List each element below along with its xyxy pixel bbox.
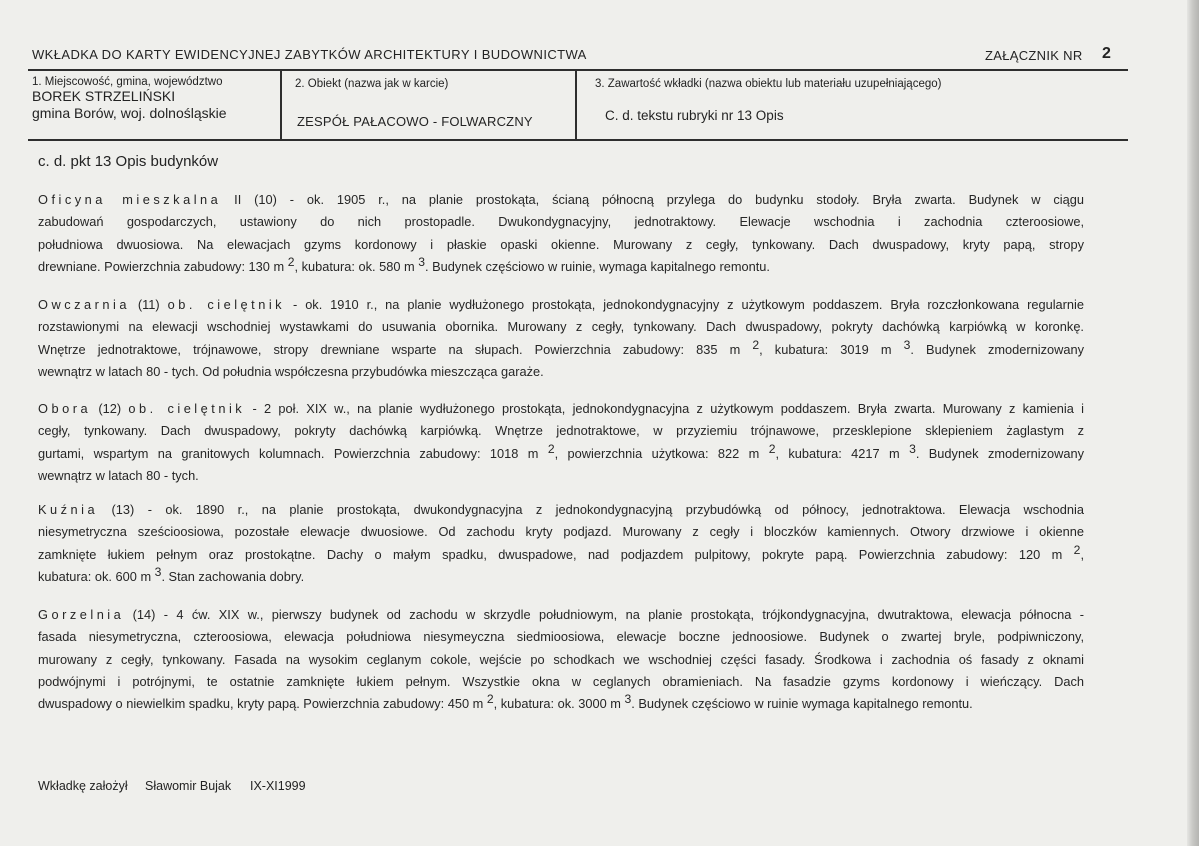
text-run: gurtami, wspartym na granitowych kolumnach. Powierzchnia zabudowy: 1018 m (38, 445, 548, 461)
text-run: , kubatura: ok. 3000 m (493, 696, 625, 712)
text-run: - ok. 1910 r., na planie wydłużonego prostokąta, jednokondygnacyjny z użytkowym poddaszem. Bryła rozczłonkowana regularnie (285, 297, 1085, 312)
building-name: Oficyna mieszkalna (38, 192, 222, 207)
field-divider (280, 70, 282, 140)
text-line (38, 420, 1084, 442)
unit-exponent: 2 (1073, 542, 1081, 557)
text-line (38, 294, 1084, 316)
text-run: cegły, tynkowany. Dach dwuspadowy, pokryty dachówką karpiówką. Wnętrze jednotraktowe, w przyziemiu trójnawowe, przesklepione sklepieniem żaglastym z (38, 423, 1084, 439)
text-line (38, 544, 1084, 566)
building-description (38, 604, 1084, 715)
text-run: podwójnymi i potrójnymi, te ostatnie zamknięte łukiem pełnym. Wszystkie okna w ceglanych obramieniach. Na fasadzie gzyms kordonowy i wieńczący. Dach (38, 673, 1084, 689)
header-top-rule (28, 69, 1128, 71)
text-run: . Budynek zmodernizowany (910, 341, 1084, 357)
text-line (38, 693, 1084, 715)
text-run: murowany z cegły, tynkowany. Fasada na wysokim ceglanym cokole, wejście po schodkach we wschodniej części fasady. Środkowa i zachodnia oś fasady z oknami (38, 651, 1084, 667)
text-run: - 2 poł. XIX w., na planie wydłużonego prostokąta, jednokondygnacyjna z użytkowym poddaszem. Bryła zwarta. Murowany z kamienia i (245, 401, 1085, 416)
building-name: Obora (38, 401, 92, 416)
text-run: . Budynek częściowo w ruinie wymaga kapitalnego remontu. (631, 696, 973, 712)
footer-label: Wkładkę założył (38, 779, 128, 793)
text-line (38, 521, 1084, 543)
attachment-number: 2 (1102, 45, 1111, 62)
unit-exponent: 3 (418, 254, 425, 269)
contents-value: C. d. tekstu rubryki nr 13 Opis (605, 108, 784, 123)
unit-exponent: 2 (486, 692, 494, 707)
text-run: wewnątrz w latach 80 - tych. Od południa współczesna przybudówka mieszcząca garaże. (38, 363, 544, 379)
text-run: . Budynek zmodernizowany (915, 445, 1084, 461)
scan-edge (1187, 0, 1199, 846)
unit-exponent: 2 (768, 441, 776, 456)
text-run: , (1080, 546, 1084, 562)
text-line (38, 649, 1084, 671)
building-name: Kuźnia (38, 502, 99, 517)
text-run: II (10) - ok. 1905 r., na planie prostokąta, ścianą północną przylega do budynku stodoły. Bryła zwarta. Budynek w ciągu (221, 192, 1085, 207)
text-run: , kubatura: ok. 580 m (294, 258, 419, 274)
unit-exponent: 2 (547, 441, 555, 456)
section-heading: c. d. pkt 13 Opis budynków (38, 153, 219, 170)
text-run: zabudowań gospodarczych, ustawiony do nich prostopadle. Dwukondygnacyjny, jednotraktowy. Elewacje wschodnia i zachodnia czteroosiowe, (38, 214, 1084, 230)
contents-field-label: 3. Zawartość wkładki (nazwa obiektu lub materiału uzupełniającego) (595, 78, 942, 90)
text-run: , powierzchnia użytkowa: 822 m (554, 445, 769, 461)
footer-date: IX-XI1999 (250, 779, 306, 793)
building-description (38, 398, 1084, 487)
text-line (38, 398, 1084, 420)
building-description (38, 294, 1084, 383)
field-divider (575, 70, 577, 140)
text-line (38, 234, 1084, 256)
unit-exponent: 3 (154, 564, 162, 579)
object-name: ZESPÓŁ PAŁACOWO - FOLWARCZNY (297, 114, 533, 129)
text-line (38, 211, 1084, 233)
text-line (38, 465, 1084, 487)
text-line (38, 626, 1084, 648)
object-field-label: 2. Obiekt (nazwa jak w karcie) (295, 78, 449, 90)
text-line (38, 443, 1084, 465)
text-run: rozstawionymi na elewacji wschodniej wystawkami do usuwania obornika. Murowany z cegły, tynkowany. Dach dwuspadowy, pokryty dachówką karpiówką w koronkę. (38, 319, 1084, 335)
building-name: Owczarnia (38, 297, 130, 312)
text-run: . Budynek częściowo w ruinie, wymaga kapitalnego remontu. (425, 258, 770, 274)
text-run: (12) (91, 401, 129, 416)
text-run: , kubatura: 3019 m (759, 341, 904, 357)
building-description (38, 499, 1084, 588)
text-run: kubatura: ok. 600 m (38, 568, 155, 584)
text-run: , kubatura: 4217 m (775, 445, 910, 461)
text-line (38, 256, 1084, 278)
text-line (38, 361, 1084, 383)
text-line (38, 604, 1084, 626)
text-line (38, 499, 1084, 521)
header-bottom-rule (28, 139, 1128, 141)
text-run: (14) - 4 ćw. XIX w., pierwszy budynek od zachodu w skrzydle południowym, na planie prostokąta, trójkondygnacyjna, dwutraktowa, elewacja północna - (124, 607, 1084, 622)
footer-author: Sławomir Bujak (145, 779, 232, 793)
location-detail: gmina Borów, woj. dolnośląskie (32, 105, 227, 121)
building-name: ob. cielętnik (128, 401, 246, 416)
attachment-label: ZAŁĄCZNIK NR (985, 48, 1083, 63)
form-title: WKŁADKA DO KARTY EWIDENCYJNEJ ZABYTKÓW ARCHITEKTURY I BUDOWNICTWA (32, 47, 587, 62)
building-name: Gorzelnia (38, 607, 125, 622)
text-run: (11) (129, 297, 168, 312)
text-run: drewniane. Powierzchnia zabudowy: 130 m (38, 258, 288, 274)
text-run: zamknięte łukiem pełnym oraz prostokątne. Dachy o małym spadku, dwuspadowe, nad podjazdem pulpitowy, pokryte papą. Powierzchnia zabudowy: 120 m (38, 546, 1074, 562)
unit-exponent: 3 (903, 337, 911, 352)
text-run: (13) - ok. 1890 r., na planie prostokąta, dwukondygnacyjna z jednokondygnacyjną przybudówką od północy, jednotraktowa. Elewacja wschodnia (98, 502, 1084, 517)
unit-exponent: 3 (624, 692, 632, 707)
text-run: Wnętrze jednotraktowe, trójnawowe, stropy drewniane wsparte na słupach. Powierzchnia zabudowy: 835 m (38, 341, 753, 357)
text-run: niesymetryczna sześcioosiowa, pozostałe elewacje dwuosiowe. Od zachodu kryty podjazd. Murowany z cegły i bloczków kamiennych. Otwory drzwiowe i okienne (38, 524, 1084, 540)
unit-exponent: 2 (287, 254, 295, 269)
text-run: . Stan zachowania dobry. (161, 568, 305, 584)
unit-exponent: 2 (752, 337, 760, 352)
building-description (38, 189, 1084, 278)
location-field-label: 1. Miejscowość, gmina, województwo (32, 76, 223, 88)
text-line (38, 339, 1084, 361)
text-line (38, 671, 1084, 693)
building-name: ob. cielętnik (167, 297, 286, 312)
text-run: dwuspadowy o niewielkim spadku, kryty papą. Powierzchnia zabudowy: 450 m (38, 696, 487, 712)
text-line (38, 189, 1084, 211)
text-line (38, 566, 1084, 588)
text-run: fasada niesymetryczna, czteroosiowa, elewacja południowa niesymeyczna siedmioosiowa, elewacje boczne jednoosiowe. Budynek o zwartej bryle, podpiwniczony, (38, 629, 1084, 645)
location-name: BOREK STRZELIŃSKI (32, 88, 176, 104)
text-line (38, 316, 1084, 338)
text-run: wewnątrz w latach 80 - tych. (38, 467, 199, 483)
text-run: południowa dwuosiowa. Na elewacjach gzyms kordonowy i płaskie opaski okienne. Murowany z cegły, tynkowany. Dach dwuspadowy, kryty papą, stropy (38, 236, 1084, 252)
unit-exponent: 3 (909, 441, 916, 456)
